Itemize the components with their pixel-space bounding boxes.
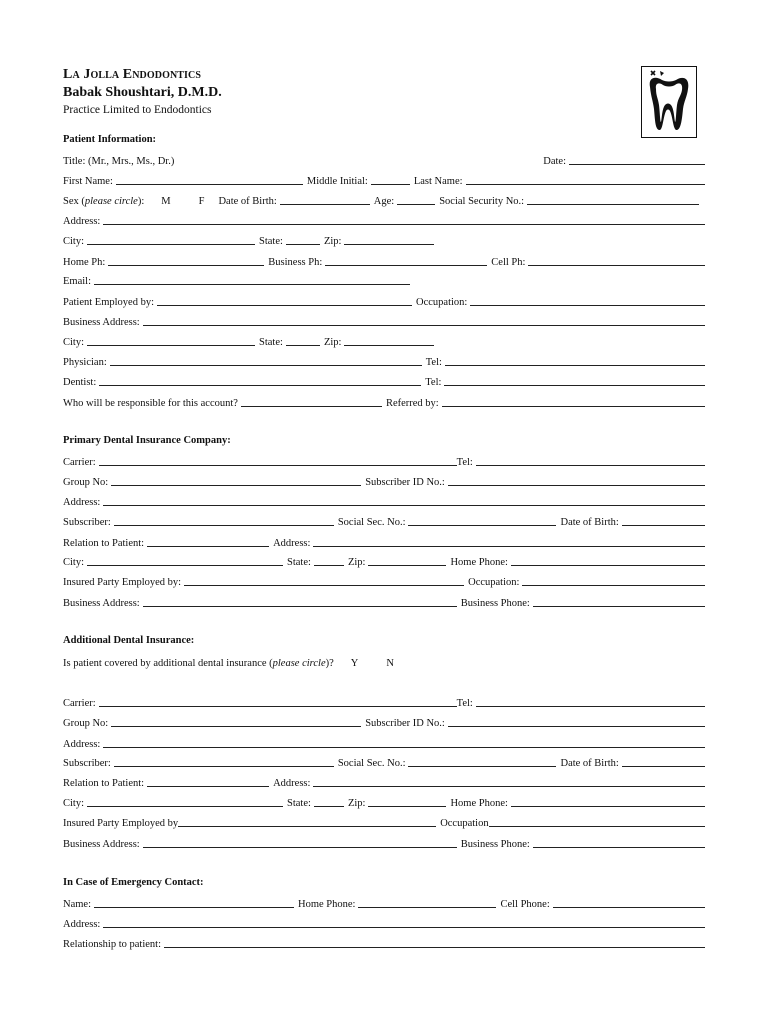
emergency-relationship-field[interactable] [164,936,705,948]
primary-city-label: City: [63,557,85,568]
additional-home-phone-label: Home Phone: [450,798,508,809]
primary-business-address-field[interactable] [143,595,457,607]
primary-dob-label: Date of Birth: [560,517,619,528]
additional-tel-label: Tel: [456,698,473,709]
row-email [63,271,705,287]
additional-carrier-label: Carrier: [63,698,96,709]
primary-address-2-field[interactable] [313,535,705,547]
row-primary-address [63,492,705,508]
business-ph-field[interactable] [325,254,487,266]
primary-carrier-field[interactable] [99,454,457,466]
physician-tel-field[interactable] [445,354,705,366]
form-header [63,66,222,118]
primary-subscriber-id-label: Subscriber ID No.: [365,477,445,488]
row-additional-address [63,734,705,750]
tooth-icon [642,67,696,137]
tooth-logo [641,66,697,138]
additional-subscriber-id-field[interactable] [448,715,705,727]
additional-relation-label: Relation to Patient: [63,778,145,789]
row-additional-question: Is patient covered by additional dental insurance (please circle)? Y N [63,653,705,669]
primary-address-2-label: Address: [273,538,311,549]
email-label: Email: [63,276,91,287]
row-employment [63,292,705,308]
primary-insured-employed-label: Insured Party Employed by: [63,577,182,588]
additional-address-field[interactable] [103,736,705,748]
row-dentist [63,372,705,388]
practice-subtitle: Practice Limited to Endodontics [63,104,212,116]
row-city [63,231,705,247]
referred-by-field[interactable] [442,395,705,407]
additional-business-address-label: Business Address: [63,839,140,850]
additional-group-field[interactable] [111,715,361,727]
row-additional-business [63,834,705,850]
primary-state-field[interactable] [314,554,344,566]
primary-subscriber-label: Subscriber: [63,517,111,528]
cell-ph-label: Cell Ph: [491,257,526,268]
additional-insured-employed-field[interactable] [178,815,436,827]
primary-occupation-label: Occupation: [468,577,520,588]
business-address-label: Business Address: [63,317,140,328]
zip-2-label: Zip: [323,337,342,348]
additional-city-field[interactable] [87,795,283,807]
primary-business-address-label: Business Address: [63,598,140,609]
primary-tel-field[interactable] [476,454,705,466]
primary-social-sec-field[interactable] [408,514,556,526]
physician-label: Physician: [63,357,107,368]
zip-2-field[interactable] [344,334,434,346]
row-name [63,171,705,187]
additional-zip-field[interactable] [368,795,446,807]
row-primary-insured [63,572,705,588]
primary-city-field[interactable] [87,554,283,566]
additional-group-label: Group No: [63,718,109,729]
address-label: Address: [63,216,101,227]
title-label: Title: (Mr., Mrs., Ms., Dr.) [63,156,175,167]
ssn-label: Social Security No.: [439,196,525,207]
primary-zip-field[interactable] [368,554,446,566]
zip-label: Zip: [323,236,342,247]
primary-group-label: Group No: [63,477,109,488]
primary-relation-field[interactable] [147,535,269,547]
date-field[interactable] [569,153,705,165]
primary-group-field[interactable] [111,474,361,486]
home-ph-field[interactable] [108,254,264,266]
additional-address-2-field[interactable] [313,775,705,787]
row-primary-carrier [63,452,705,468]
emergency-cell-phone-label: Cell Phone: [500,899,550,910]
additional-option-no[interactable]: N [386,658,394,669]
row-primary-business [63,593,705,609]
state-label: State: [259,236,283,247]
row-city-2 [63,332,705,348]
date-label: Date: [543,156,566,167]
additional-option-yes[interactable]: Y [350,658,359,669]
additional-insurance-heading: Additional Dental Insurance: [63,635,195,646]
row-title-date [63,151,705,167]
additional-home-phone-field[interactable] [511,795,705,807]
primary-state-label: State: [287,557,311,568]
dob-field[interactable] [280,193,370,205]
primary-dob-field[interactable] [622,514,705,526]
emergency-address-field[interactable] [103,916,705,928]
additional-subscriber-id-label: Subscriber ID No.: [365,718,445,729]
additional-dob-label: Date of Birth: [560,758,619,769]
zip-field[interactable] [344,233,434,245]
sex-label: Sex ( [63,196,85,207]
additional-please-circle: please circle [272,658,326,669]
address-field[interactable] [103,213,705,225]
primary-subscriber-id-field[interactable] [448,474,705,486]
additional-question-label: Is patient covered by additional dental insurance ( [63,658,273,669]
row-emergency-name [63,894,705,910]
additional-occupation-field[interactable] [489,815,705,827]
occupation-field[interactable] [470,294,705,306]
primary-insurance-heading: Primary Dental Insurance Company: [63,435,231,446]
emergency-name-label: Name: [63,899,91,910]
middle-initial-field[interactable] [371,173,410,185]
row-emergency-address [63,914,705,930]
dentist-tel-field[interactable] [444,374,705,386]
emergency-address-label: Address: [63,919,101,930]
patient-info-heading: Patient Information: [63,134,157,145]
doctor-name: Babak Shoushtari, D.M.D. [63,85,222,100]
last-name-field[interactable] [466,173,705,185]
primary-business-phone-field[interactable] [533,595,705,607]
additional-zip-label: Zip: [347,798,366,809]
primary-subscriber-field[interactable] [114,514,334,526]
additional-city-label: City: [63,798,85,809]
dentist-tel-label: Tel: [425,377,442,388]
row-additional-subscriber [63,753,705,769]
additional-occupation-label: Occupation [440,818,489,829]
row-additional-group [63,713,705,729]
primary-relation-label: Relation to Patient: [63,538,145,549]
additional-state-field[interactable] [314,795,344,807]
first-name-field[interactable] [116,173,303,185]
additional-state-label: State: [287,798,311,809]
middle-initial-label: Middle Initial: [306,176,368,187]
additional-relation-field[interactable] [147,775,269,787]
emergency-name-field[interactable] [94,896,294,908]
state-field[interactable] [286,233,320,245]
age-field[interactable] [397,193,435,205]
additional-address-2-label: Address: [273,778,311,789]
primary-tel-label: Tel: [456,457,473,468]
additional-insured-employed-label: Insured Party Employed by [63,818,179,829]
sex-option-f[interactable]: F [198,196,205,207]
responsible-field[interactable] [241,395,382,407]
row-primary-group [63,472,705,488]
additional-tel-field[interactable] [476,695,705,707]
primary-address-label: Address: [63,497,101,508]
additional-social-sec-label: Social Sec. No.: [337,758,406,769]
practice-name: La Jolla Endodontics [63,67,202,82]
row-additional-city [63,793,705,809]
primary-social-sec-label: Social Sec. No.: [337,517,406,528]
row-additional-insured [63,813,705,829]
row-responsible [63,393,705,409]
additional-carrier-field[interactable] [99,695,457,707]
additional-business-address-field[interactable] [143,836,457,848]
state-2-field[interactable] [286,334,320,346]
emergency-relationship-label: Relationship to patient: [63,939,161,950]
row-sex-dob: Sex (please circle): M F Date of Birth: Age: Social Security No.: [63,191,705,207]
first-name-label: First Name: [63,176,113,187]
row-phones [63,252,705,268]
row-address [63,211,705,227]
business-ph-label: Business Ph: [268,257,323,268]
primary-zip-label: Zip: [347,557,366,568]
employed-by-label: Patient Employed by: [63,297,154,308]
additional-address-label: Address: [63,739,101,750]
physician-field[interactable] [110,354,422,366]
additional-subscriber-label: Subscriber: [63,758,111,769]
employed-by-field[interactable] [157,294,412,306]
sex-please-circle: please circle [84,196,138,207]
responsible-label: Who will be responsible for this account? [63,398,238,409]
city-label: City: [63,236,85,247]
row-physician [63,352,705,368]
primary-carrier-label: Carrier: [63,457,96,468]
city-field[interactable] [87,233,255,245]
row-primary-subscriber [63,512,705,528]
city-2-field[interactable] [87,334,255,346]
additional-subscriber-field[interactable] [114,755,334,767]
row-primary-relation [63,533,705,549]
row-additional-carrier [63,693,705,709]
primary-occupation-field[interactable] [522,574,705,586]
cell-ph-field[interactable] [528,254,705,266]
emergency-contact-heading: In Case of Emergency Contact: [63,877,204,888]
row-emergency-relationship [63,934,705,950]
primary-home-phone-field[interactable] [511,554,705,566]
dentist-label: Dentist: [63,377,97,388]
ssn-field[interactable] [527,193,699,205]
email-field[interactable] [94,273,410,285]
age-label: Age: [373,196,395,207]
occupation-label: Occupation: [416,297,468,308]
additional-business-phone-field[interactable] [533,836,705,848]
dentist-field[interactable] [99,374,421,386]
additional-dob-field[interactable] [622,755,705,767]
primary-address-field[interactable] [103,494,705,506]
emergency-cell-phone-field[interactable] [553,896,705,908]
referred-by-label: Referred by: [385,398,439,409]
additional-business-phone-label: Business Phone: [460,839,530,850]
primary-insured-employed-field[interactable] [184,574,464,586]
physician-tel-label: Tel: [425,357,442,368]
row-business-address [63,312,705,328]
row-primary-city [63,552,705,568]
emergency-home-phone-field[interactable] [358,896,496,908]
primary-business-phone-label: Business Phone: [460,598,530,609]
home-ph-label: Home Ph: [63,257,106,268]
state-2-label: State: [259,337,283,348]
last-name-label: Last Name: [413,176,463,187]
sex-option-m[interactable]: M [161,196,171,207]
additional-social-sec-field[interactable] [408,755,556,767]
primary-home-phone-label: Home Phone: [450,557,508,568]
emergency-home-phone-label: Home Phone: [298,899,356,910]
business-address-field[interactable] [143,314,705,326]
dob-label: Date of Birth: [218,196,277,207]
city-2-label: City: [63,337,85,348]
row-additional-relation [63,773,705,789]
